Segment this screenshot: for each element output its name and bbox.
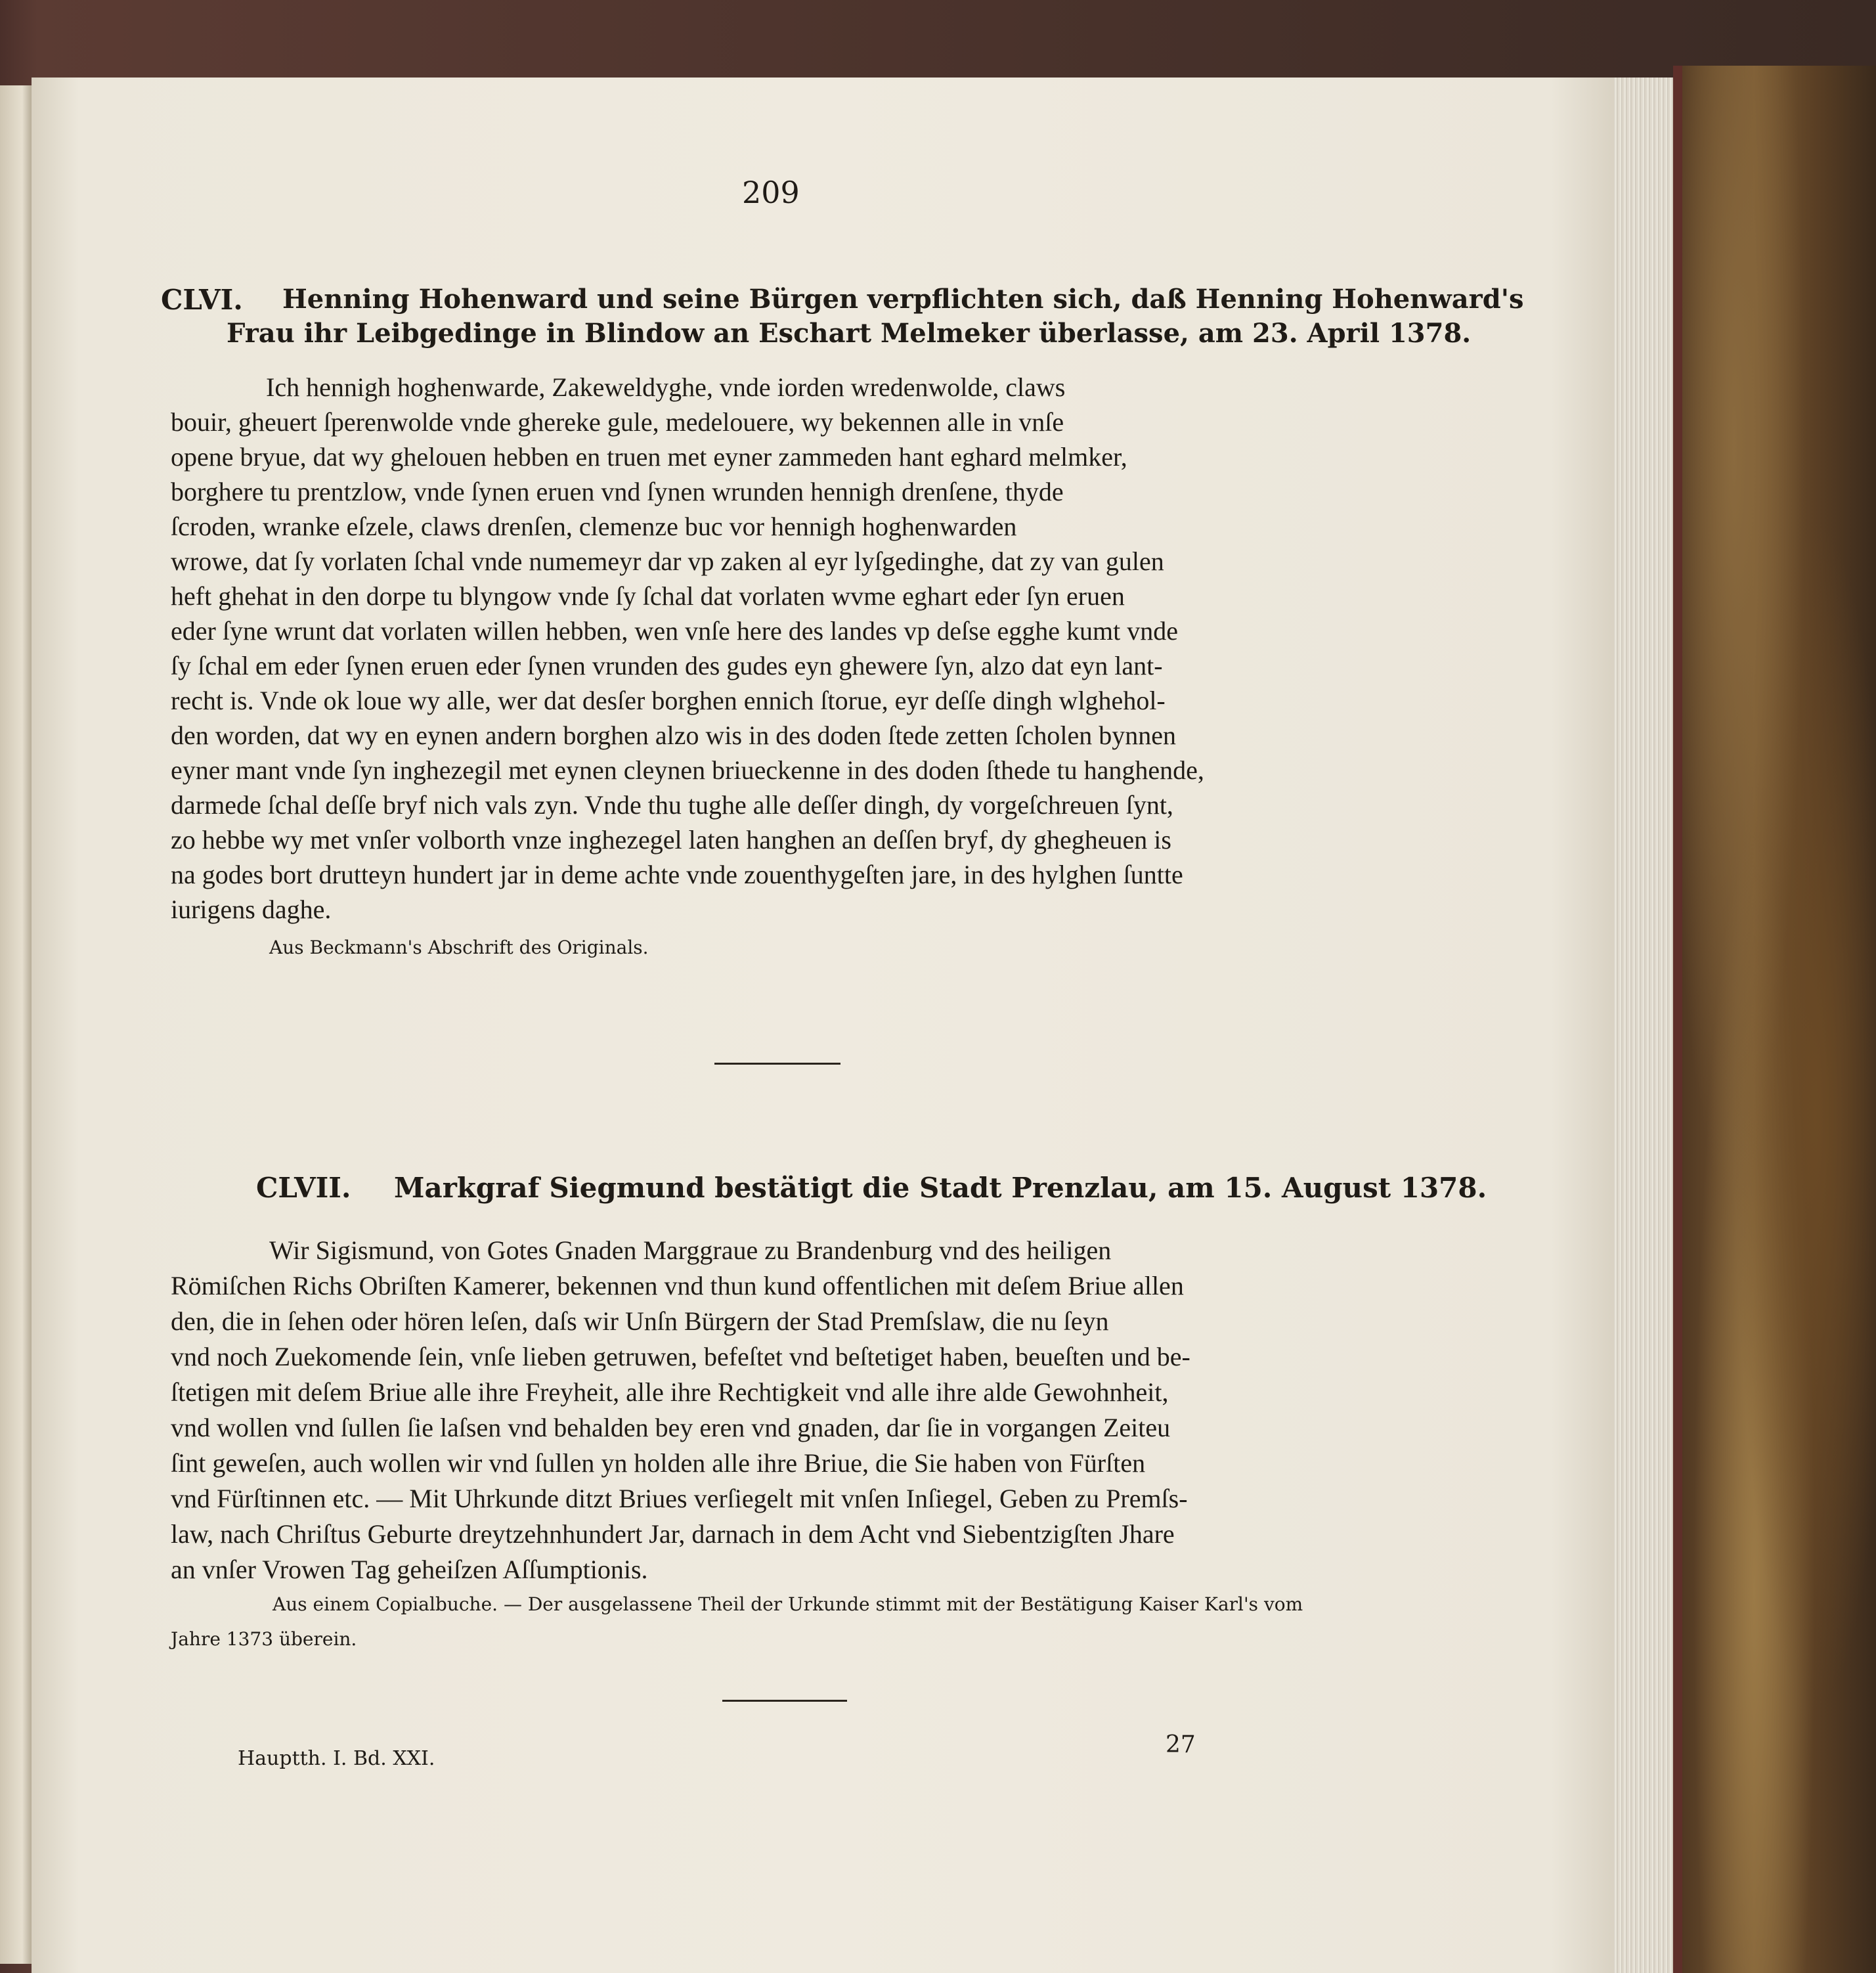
section-157-number: CLVII. bbox=[256, 1172, 351, 1204]
section-156-line: na godes bort drutteyn hundert jar in deme achte vnde zouenthygeſten jare, in des hylghen ſuntte bbox=[171, 860, 1183, 889]
section-156-line: den worden, dat wy en eynen andern borghen alzo wis in des doden ſtede zetten ſcholen bynnen bbox=[171, 720, 1176, 750]
section-156-line: bouir, gheuert ſperenwolde vnde ghereke gule, medelouere, wy bekennen alle in vnſe bbox=[171, 407, 1064, 437]
section-156-line: wrowe, dat ſy vorlaten ſchal vnde numemeyr dar vp zaken al eyr lyſgedinghe, dat zy van gulen bbox=[171, 546, 1164, 576]
section-157-line: vnd wollen vnd ſullen ſie laſsen vnd behalden bey eren vnd gnaden, dar ſie in vorgangen Zeiteu bbox=[171, 1413, 1171, 1442]
section-156-line: ſcroden, wranke eſzele, claws drenſen, clemenze buc vor hennigh hoghenwarden bbox=[171, 512, 1017, 541]
section-157-line: vnd Fürſtinnen etc. — Mit Uhrkunde ditzt Briues verſiegelt mit vnſen Inſiegel, Geben zu Premſs- bbox=[171, 1484, 1188, 1513]
section-divider bbox=[714, 1063, 840, 1065]
page bbox=[32, 78, 1614, 1973]
section-157-line: law, nach Chriſtus Geburte dreytzehnhundert Jar, darnach in dem Acht vnd Siebentzigſten Jhare bbox=[171, 1519, 1175, 1549]
section-157-line: an vnſer Vrowen Tag geheiſzen Aſſumptionis. bbox=[171, 1555, 648, 1584]
section-156-line: eyner mant vnde ſyn inghezegil met eynen cleynen brіueckenne in des doden ſthede tu hanghende, bbox=[171, 755, 1204, 785]
section-157-source-line-1: Aus einem Copialbuche. — Der ausgelassene Theil der Urkunde stimmt mit der Bestätigung Kaiser Karl's vom bbox=[273, 1593, 1303, 1615]
section-156-number: CLVI. bbox=[161, 284, 243, 316]
section-156-line: darmede ſchal deſſe bryf nich vals zyn. Vnde thu tughe alle deſſer dingh, dy vorgeſchreuen ſynt, bbox=[171, 790, 1173, 820]
section-divider bbox=[722, 1700, 847, 1702]
section-157-title: Markgraf Siegmund bestätigt die Stadt Prenzlau, am 15. August 1378. bbox=[394, 1172, 1487, 1204]
page-number: 209 bbox=[742, 175, 800, 210]
section-156-line: eder ſyne wrunt dat vorlaten willen hebben, wen vnſe here des landes vp deſse egghe kumt vnde bbox=[171, 616, 1178, 646]
section-156-line: ſy ſchal em eder ſynen eruen eder ſynen vrunden des gudes eyn ghewere ſyn, alzo dat eyn lant- bbox=[171, 651, 1163, 680]
marbled-cover bbox=[1673, 66, 1876, 1973]
section-156-line: borghere tu prentzlow, vnde ſynen eruen vnd ſynen wrunden hennigh drenſene, thyde bbox=[171, 477, 1064, 506]
section-156-title-line-1: Henning Hohenward und seine Bürgen verpflichten sich, daß Henning Hohenward's bbox=[282, 284, 1524, 315]
section-157-line: Wir Sigismund, von Gotes Gnaden Marggraue zu Brandenburg vnd des heiligen bbox=[269, 1235, 1112, 1265]
section-156-line: heft ghehat in den dorpe tu blyngow vnde ſy ſchal dat vorlaten wvme eghart eder ſyn eruen bbox=[171, 581, 1125, 611]
section-156-source: Aus Beckmann's Abschrift des Originals. bbox=[269, 937, 649, 958]
footer-signature: Hauptth. I. Bd. XXI. bbox=[238, 1747, 435, 1770]
cover-spine-edge bbox=[1673, 66, 1682, 1973]
section-157-line: ſtetigen mit deſem Briue alle ihre Freyheit, alle ihre Rechtigkeit vnd alle ihre alde Gewohnheit, bbox=[171, 1377, 1169, 1407]
footer-sheet-number: 27 bbox=[1166, 1731, 1196, 1758]
page-edges bbox=[1614, 78, 1673, 1973]
left-page-edge bbox=[0, 85, 32, 1964]
section-157-line: den, die in ſehen oder hören leſen, daſs wir Unſn Bürgern der Stad Premſslaw, die nu ſeyn bbox=[171, 1306, 1109, 1336]
section-156-title-line-2: Frau ihr Leibgedinge in Blindow an Eschart Melmeker überlasse, am 23. April 1378. bbox=[227, 318, 1472, 349]
section-157-line: vnd noch Zuekomende ſein, vnſe lieben getruwen, befeſtet vnd beſtetiget haben, beueſten und be- bbox=[171, 1342, 1190, 1371]
section-157-line: ſint geweſen, auch wollen wir vnd ſullen yn holden alle ihre Briue, die Sie haben von Fürſten bbox=[171, 1448, 1146, 1478]
section-156-line: zo hebbe wy met vnſer volborth vnze inghezegel laten hanghen an deſſen bryf, dy ghegheuen is bbox=[171, 825, 1171, 854]
section-156-line: Ich hennigh hoghenwarde, Zakeweldyghe, vnde iorden wredenwolde, claws bbox=[266, 372, 1066, 402]
section-156-line: recht is. Vnde ok loue wy alle, wer dat desſer borghen ennich ſtorue, eyr deſſe dingh wlghehol- bbox=[171, 686, 1166, 715]
section-156-line: iurigens daghe. bbox=[171, 895, 332, 924]
section-157-source-line-2: Jahre 1373 überein. bbox=[171, 1628, 357, 1650]
section-157-line: Römiſchen Richs Obriſten Kamerer, bekennen vnd thun kund offentlichen mit deſem Briue allen bbox=[171, 1271, 1184, 1300]
section-156-line: opene bryue, dat wy ghelouen hebben en truen met eyner zammeden hant eghard melmker, bbox=[171, 442, 1127, 472]
